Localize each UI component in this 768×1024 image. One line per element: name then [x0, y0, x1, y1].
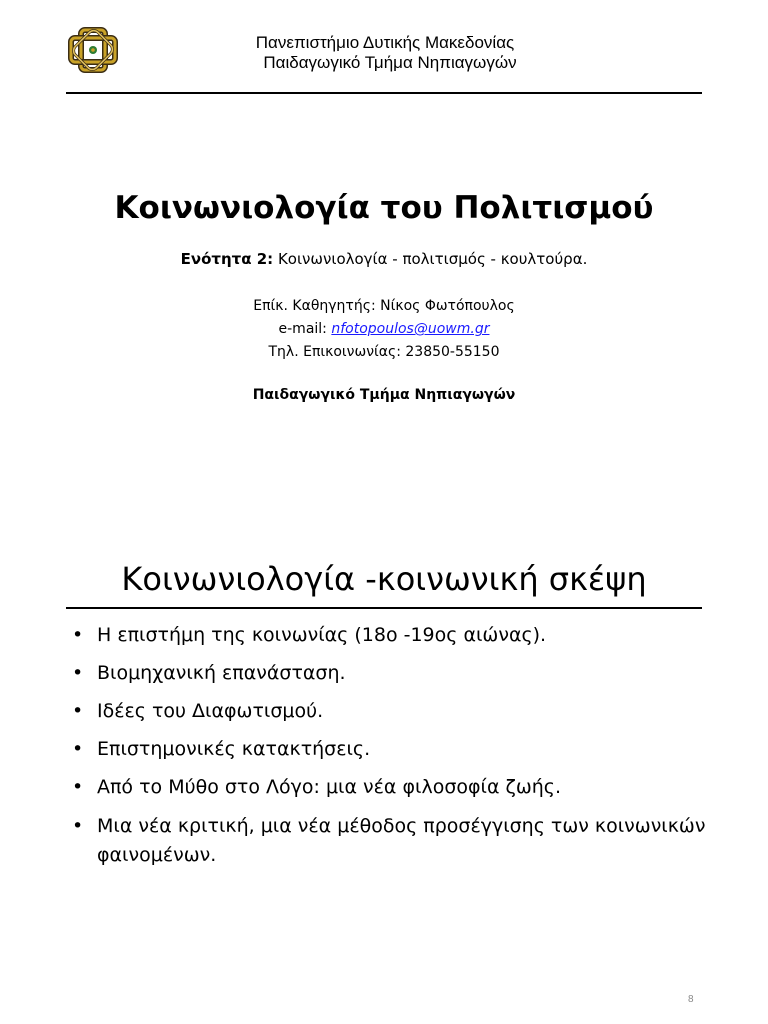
bullet-text: Επιστημονικές κατακτήσεις. [97, 738, 371, 760]
header-divider [66, 92, 702, 94]
list-item [72, 622, 712, 648]
department-name: Παιδαγωγικό Τμήμα Νηπιαγωγών [263, 53, 517, 72]
list-item [72, 774, 712, 800]
email-link[interactable]: nfotopoulos@uowm.gr [331, 321, 490, 337]
course-title: Κοινωνιολογία του Πολιτισμού [114, 190, 654, 226]
page-number: 8 [688, 994, 694, 1005]
bullet-text: Ιδέες του Διαφωτισμού. [97, 700, 324, 722]
bullet-icon: • [72, 815, 84, 837]
bullet-icon: • [72, 700, 84, 722]
email-line [0, 318, 768, 340]
bullet-text: Η επιστήμη της κοινωνίας (18ο -19ος αιώνας). [97, 624, 547, 646]
bullet-icon: • [72, 776, 84, 798]
list-item [72, 812, 712, 870]
university-name: Πανεπιστήμιο Δυτικής Μακεδονίας [255, 33, 515, 52]
unit-line [0, 248, 768, 270]
unit-text: Κοινωνιολογία - πολιτισμός - κουλτούρα. [273, 250, 588, 268]
list-item [72, 736, 712, 762]
university-logo-icon [64, 24, 122, 76]
professor-line: Επίκ. Καθηγητής: Νίκος Φωτόπουλος [253, 298, 515, 314]
unit-label: Ενότητα 2: [180, 250, 274, 268]
bullet-icon: • [72, 662, 84, 684]
slide-title: Κοινωνιολογία -κοινωνική σκέψη [121, 560, 647, 598]
list-item [72, 660, 712, 686]
bullet-text: Από το Μύθο στο Λόγο: μια νέα φιλοσοφία ζωής. [97, 776, 561, 798]
bullet-icon: • [72, 738, 84, 760]
phone-line: Τηλ. Επικοινωνίας: 23850-55150 [268, 344, 500, 360]
list-item [72, 698, 712, 724]
bullet-list [72, 622, 712, 882]
email-label: e-mail: [278, 321, 332, 337]
department-heading: Παιδαγωγικό Τμήμα Νηπιαγωγών [252, 387, 516, 403]
bullet-text: Μια νέα κριτική, μια νέα μέθοδος προσέγγισης των κοινωνικών φαινομένων. [97, 815, 706, 866]
slide-divider [66, 607, 702, 609]
bullet-icon: • [72, 624, 84, 646]
bullet-text: Βιομηχανική επανάσταση. [97, 662, 346, 684]
